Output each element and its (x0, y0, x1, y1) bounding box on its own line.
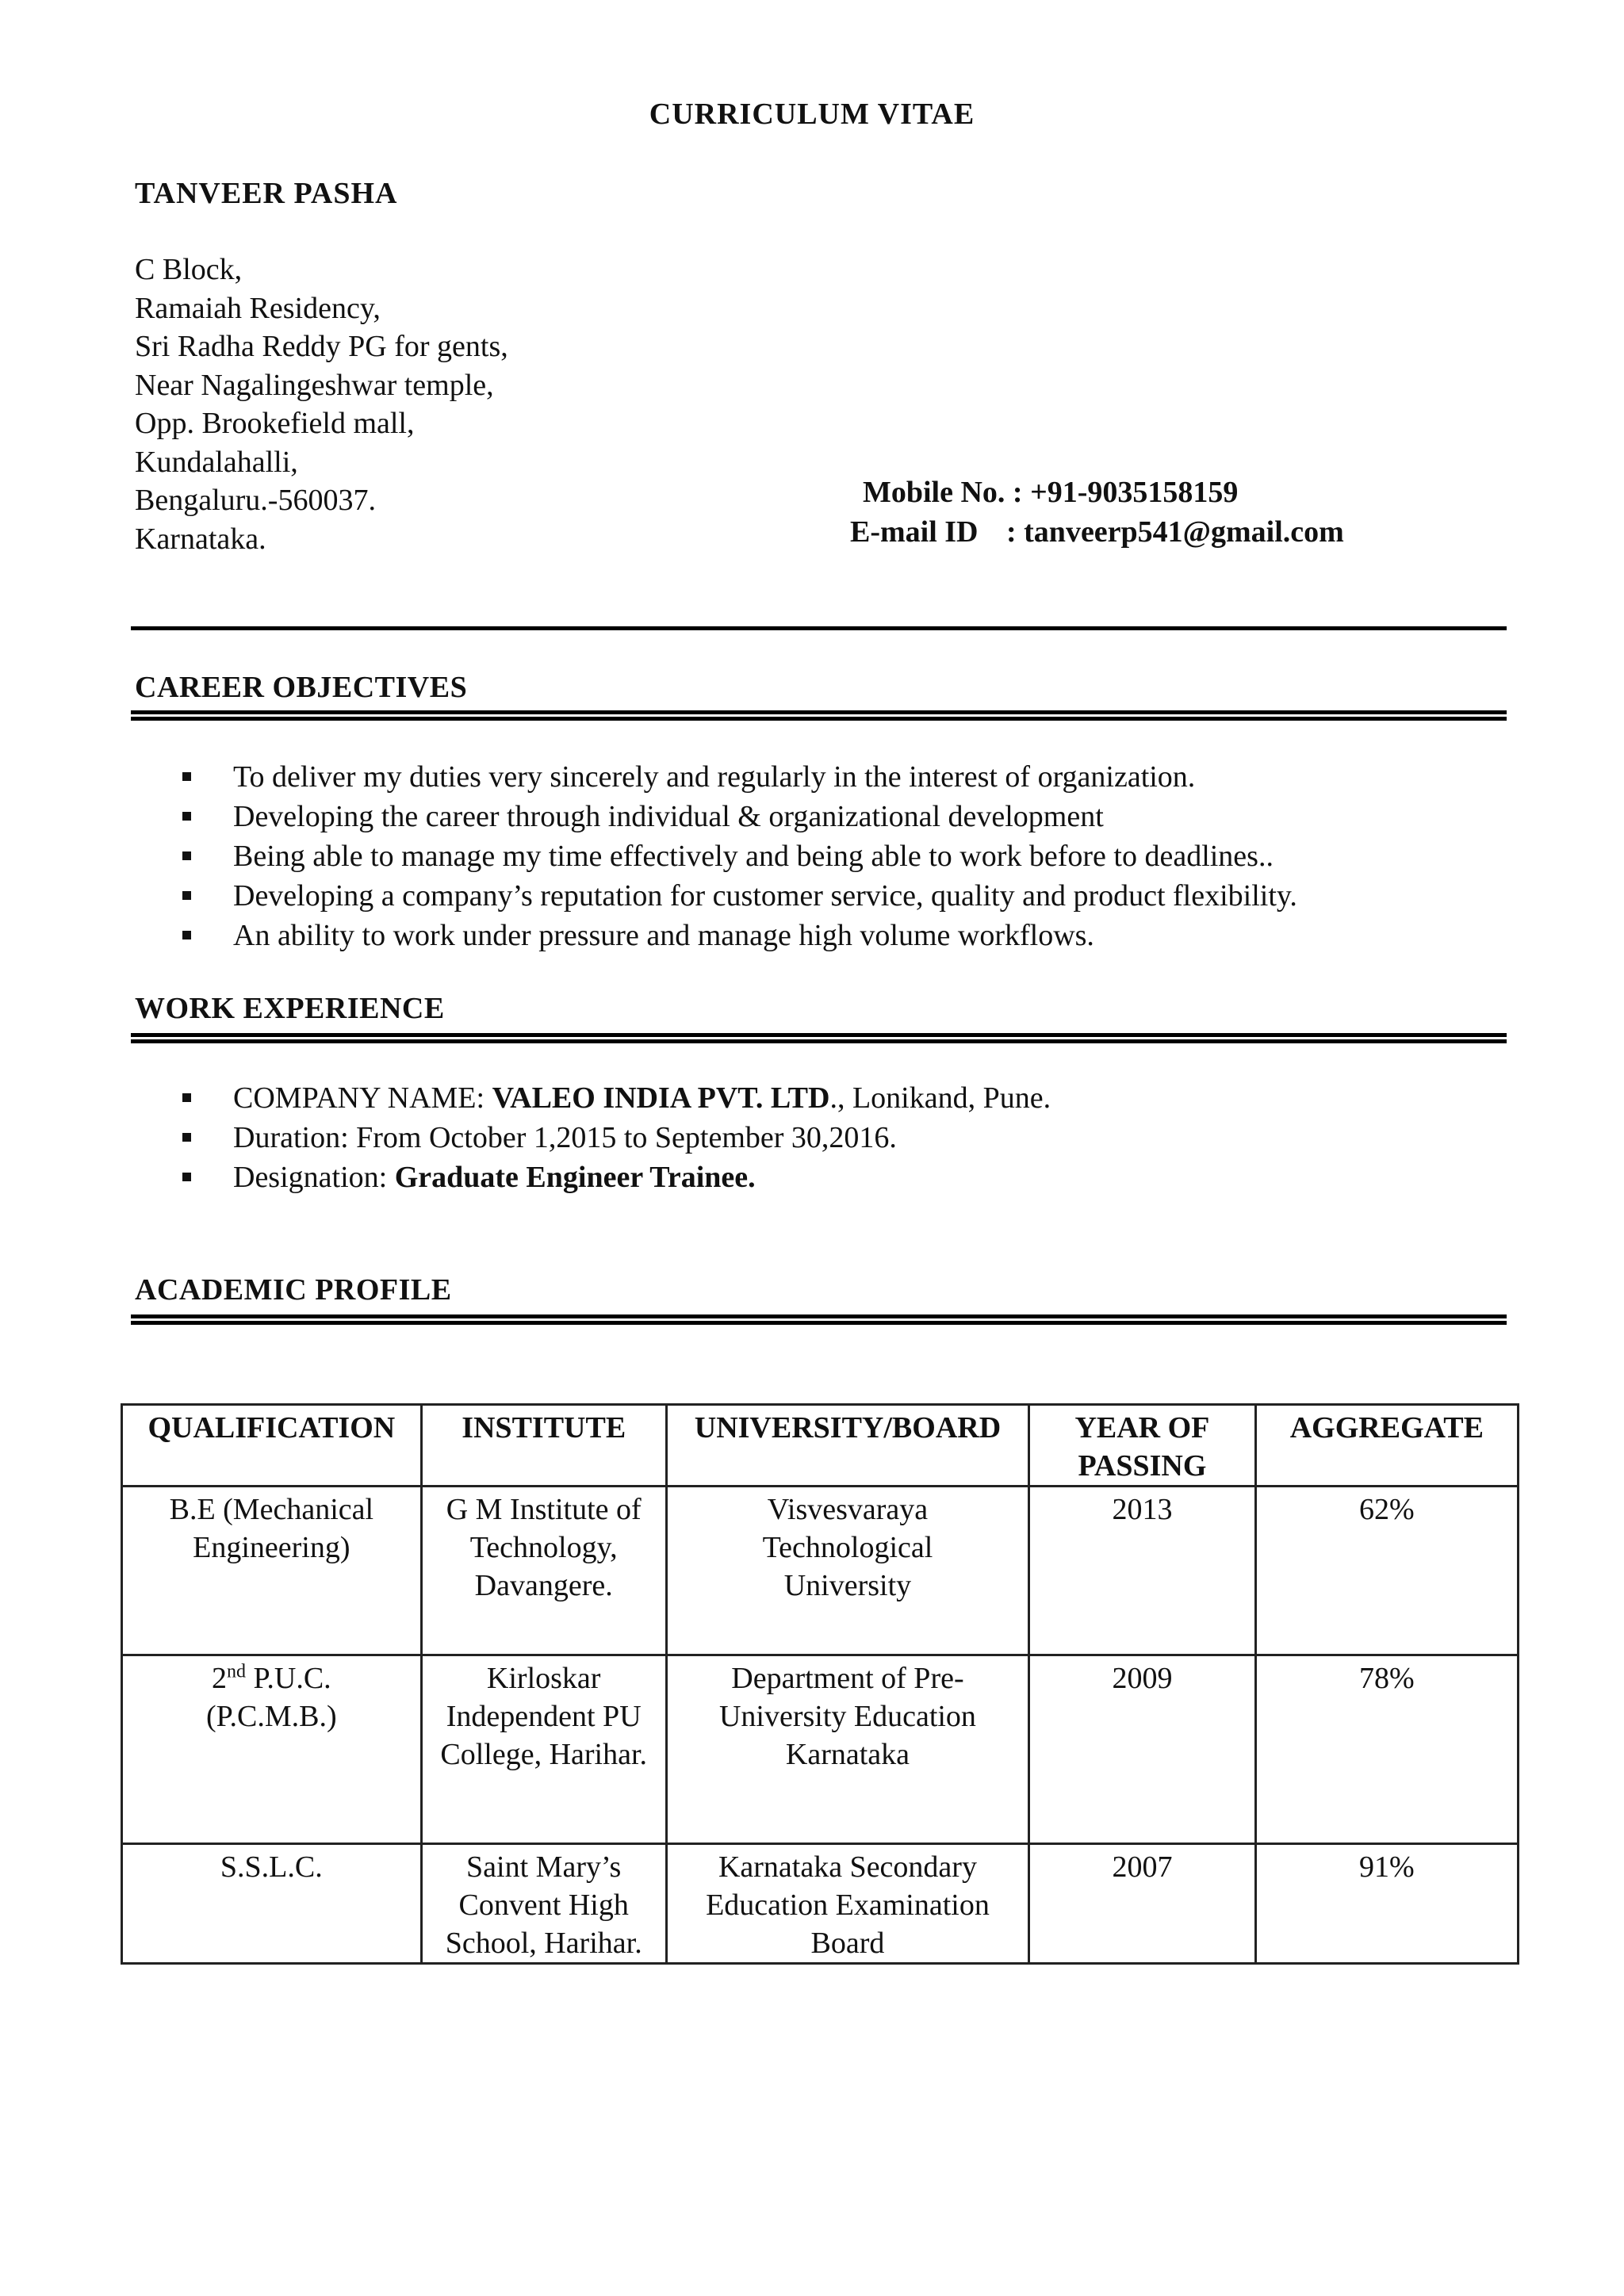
company-name: VALEO INDIA PVT. LTD (492, 1081, 830, 1115)
list-item (182, 1118, 1051, 1158)
email-label: E-mail ID (850, 515, 979, 549)
list-item (182, 916, 1297, 955)
qualification-superscript: nd (226, 1661, 246, 1682)
qualification-rest: P.U.C. (P.C.M.B.) (205, 1662, 337, 1733)
table-row (122, 1844, 1519, 1964)
list-item-text: To deliver my duties very sincerely and regularly in the interest of organization. (233, 760, 1196, 794)
board-cell: Karnataka Secondary Education Examination Board (666, 1844, 1028, 1964)
duration-text: Duration: From October 1,2015 to September 30,2016. (233, 1121, 897, 1154)
bullet-icon (182, 1093, 191, 1102)
bullet-icon (182, 1173, 191, 1181)
candidate-name: TANVEER PASHA (135, 177, 398, 210)
list-item (182, 876, 1297, 916)
academic-table (121, 1403, 1519, 1965)
column-header: UNIVERSITY/BOARD (666, 1405, 1028, 1487)
email-line (850, 512, 1344, 552)
address-line: Karnataka. (135, 522, 266, 556)
bullet-icon (182, 851, 191, 860)
mobile-number: +91-9035158159 (1030, 476, 1239, 509)
table-row (122, 1487, 1519, 1655)
list-item (182, 1078, 1051, 1118)
qualification-cell: B.E (Mechanical Engineering) (122, 1487, 422, 1655)
career-divider (131, 710, 1507, 714)
year-cell: 2013 (1029, 1487, 1256, 1655)
institute-cell: Kirloskar Independent PU College, Harihar. (421, 1655, 666, 1844)
bullet-icon (182, 812, 191, 821)
list-item-text: Being able to manage my time effectively and being able to work before to deadlines.. (233, 840, 1274, 873)
company-location: ., Lonikand, Pune. (829, 1081, 1051, 1115)
column-header: QUALIFICATION (122, 1405, 422, 1487)
academic-heading: ACADEMIC PROFILE (135, 1273, 452, 1307)
career-heading: CAREER OBJECTIVES (135, 671, 468, 704)
bullet-icon (182, 772, 191, 781)
board-cell: Visvesvaraya Technological University (666, 1487, 1028, 1655)
list-item-text: An ability to work under pressure and manage high volume workflows. (233, 919, 1094, 952)
academic-divider (131, 1314, 1507, 1318)
address-line: Opp. Brookefield mall, (135, 407, 415, 440)
institute-cell: G M Institute of Technology, Davangere. (421, 1487, 666, 1655)
institute-cell: Saint Mary’s Convent High School, Harihar. (421, 1844, 666, 1964)
company-label: COMPANY NAME: (233, 1081, 485, 1115)
header-divider (131, 626, 1507, 630)
qualification-cell: S.S.L.C. (122, 1844, 422, 1964)
designation-value: Graduate Engineer Trainee. (394, 1161, 756, 1194)
career-list (182, 757, 1297, 955)
list-item (182, 836, 1297, 876)
document-title: CURRICULUM VITAE (649, 98, 975, 131)
aggregate-cell: 78% (1255, 1655, 1518, 1844)
address-block (135, 251, 508, 558)
bullet-icon (182, 1133, 191, 1142)
board-cell: Department of Pre-University Education Karnataka (666, 1655, 1028, 1844)
address-line: Bengaluru.-560037. (135, 484, 376, 517)
contact-block (850, 473, 1344, 552)
list-item-text: Developing the career through individual & organizational development (233, 800, 1104, 833)
email-address: tanveerp541@gmail.com (1024, 515, 1344, 549)
work-divider (131, 1033, 1507, 1037)
work-heading: WORK EXPERIENCE (135, 992, 445, 1025)
list-item-text: Developing a company’s reputation for customer service, quality and product flexibility. (233, 879, 1297, 913)
table-header-row (122, 1405, 1519, 1487)
column-header: INSTITUTE (421, 1405, 666, 1487)
work-list (182, 1078, 1051, 1197)
address-line: Kundalahalli, (135, 445, 298, 479)
qualification-number: 2 (211, 1662, 227, 1695)
address-line: Sri Radha Reddy PG for gents, (135, 330, 508, 363)
mobile-line (850, 473, 1344, 512)
list-item (182, 1158, 1051, 1197)
aggregate-cell: 91% (1255, 1844, 1518, 1964)
aggregate-cell: 62% (1255, 1487, 1518, 1655)
mobile-label: Mobile No. : (863, 476, 1023, 509)
qualification-cell (122, 1655, 422, 1844)
address-line: C Block, (135, 253, 243, 286)
list-item (182, 797, 1297, 836)
year-cell: 2007 (1029, 1844, 1256, 1964)
designation-label: Designation: (233, 1161, 388, 1194)
email-separator: : (1006, 515, 1017, 549)
column-header: AGGREGATE (1255, 1405, 1518, 1487)
list-item (182, 757, 1297, 797)
year-cell: 2009 (1029, 1655, 1256, 1844)
bullet-icon (182, 891, 191, 900)
column-header: YEAR OF PASSING (1029, 1405, 1256, 1487)
address-line: Near Nagalingeshwar temple, (135, 368, 494, 402)
bullet-icon (182, 931, 191, 939)
address-line: Ramaiah Residency, (135, 291, 381, 325)
table-row (122, 1655, 1519, 1844)
